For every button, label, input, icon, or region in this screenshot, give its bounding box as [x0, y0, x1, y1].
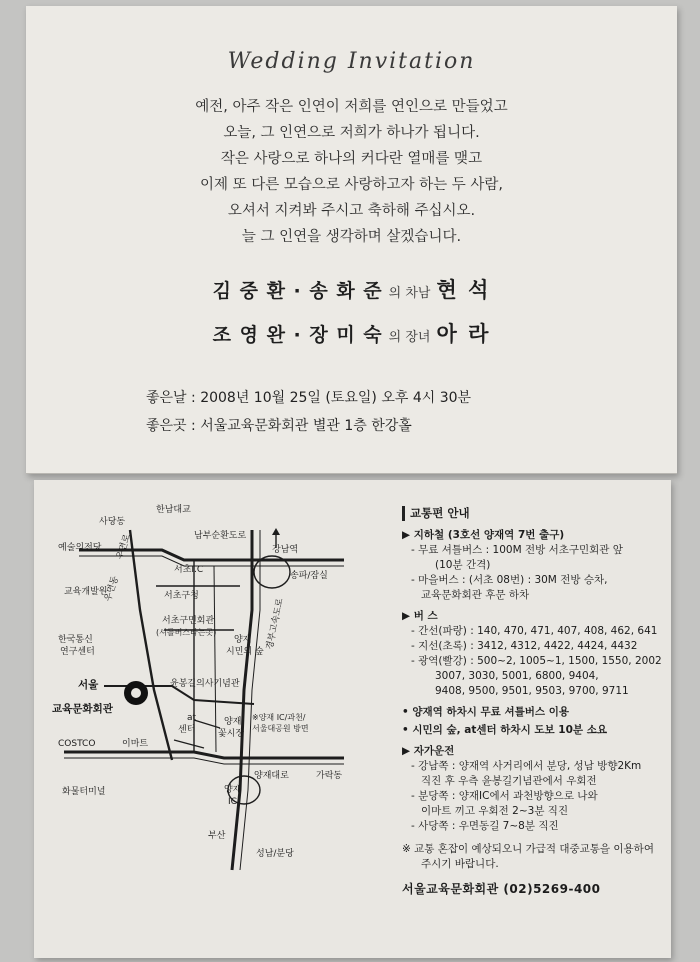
event-details: [146, 384, 471, 440]
page-title: Wedding Invitation: [227, 49, 476, 74]
parents-name: 김 중 환 · 송 화 준: [212, 280, 383, 302]
map-label-yangjae: 양재: [234, 635, 252, 645]
family-row: [26, 274, 677, 304]
transport-line: • 시민의 숲, at센터 하차시 도보 10분 소요: [402, 724, 608, 736]
transport-line: ▶ 자가운전: [402, 745, 455, 757]
map-label-umyeon-dong: 우면동: [103, 575, 121, 603]
transport-line: - 강남쪽 : 양재역 사거리에서 분당, 성남 방향2Km: [411, 760, 642, 772]
transport-line: • 양재역 하차시 무료 셔틀버스 이용: [402, 706, 569, 718]
poem-line: 늘 그 인연을 생각하며 살겠습니다.: [241, 229, 462, 245]
map-label-gyeongbu-expwy: 경부고속도로: [265, 597, 286, 651]
transport-line: 이마트 끼고 우회전 2~3분 직진: [421, 805, 569, 817]
transport-info: [402, 506, 664, 897]
family-names: [26, 274, 677, 362]
map-label-freight-terminal: 화물터미널: [62, 787, 106, 797]
venue-name-line2: 교육문화회관: [52, 703, 113, 715]
transport-line: ▶ 지하철 (3호선 양재역 7번 출구): [402, 529, 565, 541]
venue-marker: [124, 681, 148, 705]
poem-line: 오셔서 지켜봐 주시고 축하해 주십시오.: [227, 203, 476, 219]
directions-card: [34, 480, 671, 958]
transport-line: 3007, 3030, 5001, 6800, 9404,: [435, 670, 599, 682]
traffic-note: ※ 교통 혼잡이 예상되오니 가급적 대중교통을 이용하여: [402, 843, 654, 855]
map-label-at-center: 센터: [178, 725, 196, 735]
map-label-songpa-jamsil: 송파/잠실: [290, 571, 328, 581]
map-label-yangjae-daero: 양재대로: [254, 771, 289, 781]
map-label-yangjae-flower: 양재: [224, 717, 242, 727]
map-label-yangjae-ic: 양재: [224, 785, 242, 795]
map-label-gangnam-station: 강남역: [272, 545, 299, 555]
map-label-research-center: 연구센터: [60, 647, 95, 657]
child-name: 아 라: [436, 322, 491, 346]
map-label-busan: 부산: [208, 831, 226, 841]
map-label-umyeon-ro: 우면로: [115, 533, 133, 561]
map-label-namburoon: 남부순환도로: [194, 531, 247, 541]
transport-line: 교육문화회관 후문 하차: [421, 589, 530, 601]
transport-line: ▶ 버 스: [402, 610, 438, 622]
transport-line: - 분당쪽 : 양재IC에서 과천방향으로 나와: [411, 790, 598, 802]
transport-line: 직진 후 우측 윤봉길기념관에서 우회전: [421, 775, 597, 787]
map-label-korea-telecom: 한국통신: [58, 635, 93, 645]
family-row: [26, 318, 677, 348]
invitation-card: [26, 6, 677, 474]
map-label-yangjae-ic-dir: ※양재 IC/과천/: [252, 713, 306, 722]
map-label-flower-market: 꽃시장: [218, 729, 245, 739]
relation-label: 의 장녀: [388, 330, 431, 345]
event-date: 좋은날 : 2008년 10월 25일 (토요일) 오후 4시 30분: [146, 390, 472, 406]
map-label-at: at: [187, 713, 197, 723]
poem-line: 예전, 아주 작은 인연이 저희를 연인으로 만들었고: [195, 99, 508, 115]
map-label-emart: 이마트: [122, 739, 149, 749]
map-label-seocho-gu-office: 서초구청: [164, 591, 199, 601]
map-label-seocho-civic-hall: 서초구민회관: [162, 616, 215, 626]
map-label-sadang-dong: 사당동: [99, 517, 126, 527]
traffic-note: 주시기 바랍니다.: [421, 858, 499, 870]
map-label-yangjae-ic-2: IC: [228, 797, 237, 807]
venue-name-line1: 서울: [78, 679, 99, 691]
transport-line: - 무료 셔틀버스 : 100M 전방 서초구민회관 앞: [411, 544, 623, 556]
parents-name: 조 영 완 · 장 미 숙: [212, 324, 383, 346]
transport-line: 9408, 9500, 9501, 9503, 9700, 9711: [435, 685, 629, 697]
transport-line: - 광역(빨강) : 500~2, 1005~1, 1500, 1550, 2002: [411, 655, 662, 667]
child-name: 현 석: [436, 278, 491, 302]
map-label-seongnam-bundang: 성남/분당: [256, 849, 294, 859]
map-label-seoul-grand-park: 서울대공원 방면: [252, 724, 309, 733]
poem-line: 오늘, 그 인연으로 저희가 하나가 됩니다.: [223, 125, 480, 141]
transport-line: - 간선(파랑) : 140, 470, 471, 407, 408, 462, 641: [411, 625, 658, 637]
map-label-shuttle-stop: (셔틀버스타는곳): [156, 628, 217, 637]
transport-line: - 지선(초록) : 3412, 4312, 4422, 4424, 4432: [411, 640, 638, 652]
poem-line: 이제 또 다른 모습으로 사랑하고자 하는 두 사람,: [199, 177, 503, 193]
map-label-hannam-bridge: 한남대교: [156, 505, 191, 515]
relation-label: 의 차남: [388, 286, 431, 301]
event-venue: 좋은곳 : 서울교육문화회관 별관 1층 한강홀: [146, 418, 412, 434]
location-map: [44, 490, 399, 920]
transport-line: - 마을버스 : (서초 08번) : 30M 전방 승차,: [411, 574, 608, 586]
map-label-garak-dong: 가락동: [316, 771, 343, 781]
map-label-yunbonggil: 윤봉길의사기념관: [170, 679, 240, 689]
map-label-costco: COSTCO: [58, 739, 96, 749]
transport-heading: 교통편 안내: [402, 506, 664, 521]
map-label-seocho-ic: 서초I.C: [174, 565, 204, 575]
map-label-citizen-forest: 시민의 숲: [226, 647, 264, 657]
transport-line: - 사당쪽 : 우면동길 7~8분 직진: [411, 820, 559, 832]
venue-phone: 서울교육문화회관 (02)5269-400: [402, 882, 601, 896]
map-label-education-dev: 교육개발원: [64, 587, 108, 597]
transport-line: (10분 간격): [435, 559, 491, 571]
poem-line: 작은 사랑으로 하나의 커다란 열매를 맺고: [220, 151, 483, 167]
map-label-arts-center: 예술의전당: [58, 543, 102, 553]
invitation-poem: [26, 94, 677, 250]
